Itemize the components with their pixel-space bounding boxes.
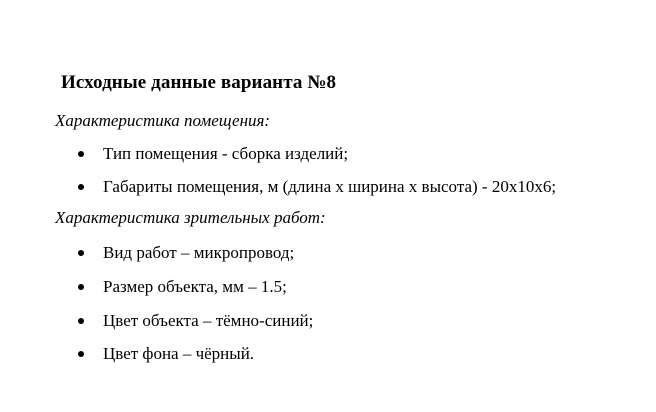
list-item-text: Цвет объекта – тёмно-синий;	[103, 311, 314, 330]
bullet-icon	[78, 184, 84, 190]
bullet-icon	[78, 351, 84, 357]
list-item-text: Вид работ – микропровод;	[103, 243, 295, 262]
section-heading-visual-work: Характеристика зрительных работ:	[55, 208, 326, 227]
list-item-text: Цвет фона – чёрный.	[103, 344, 255, 363]
bullet-icon	[78, 284, 84, 290]
bullet-icon	[78, 318, 84, 324]
bullet-icon	[78, 250, 84, 256]
section-heading-room: Характеристика помещения:	[55, 111, 271, 130]
bullet-icon	[78, 151, 84, 157]
list-item-text: Размер объекта, мм – 1.5;	[103, 277, 287, 296]
list-item-text: Габариты помещения, м (длина х ширина х высота) - 20х10х6;	[103, 177, 557, 196]
list-item-text: Тип помещения - сборка изделий;	[103, 144, 349, 163]
document-title: Исходные данные варианта №8	[61, 72, 337, 93]
